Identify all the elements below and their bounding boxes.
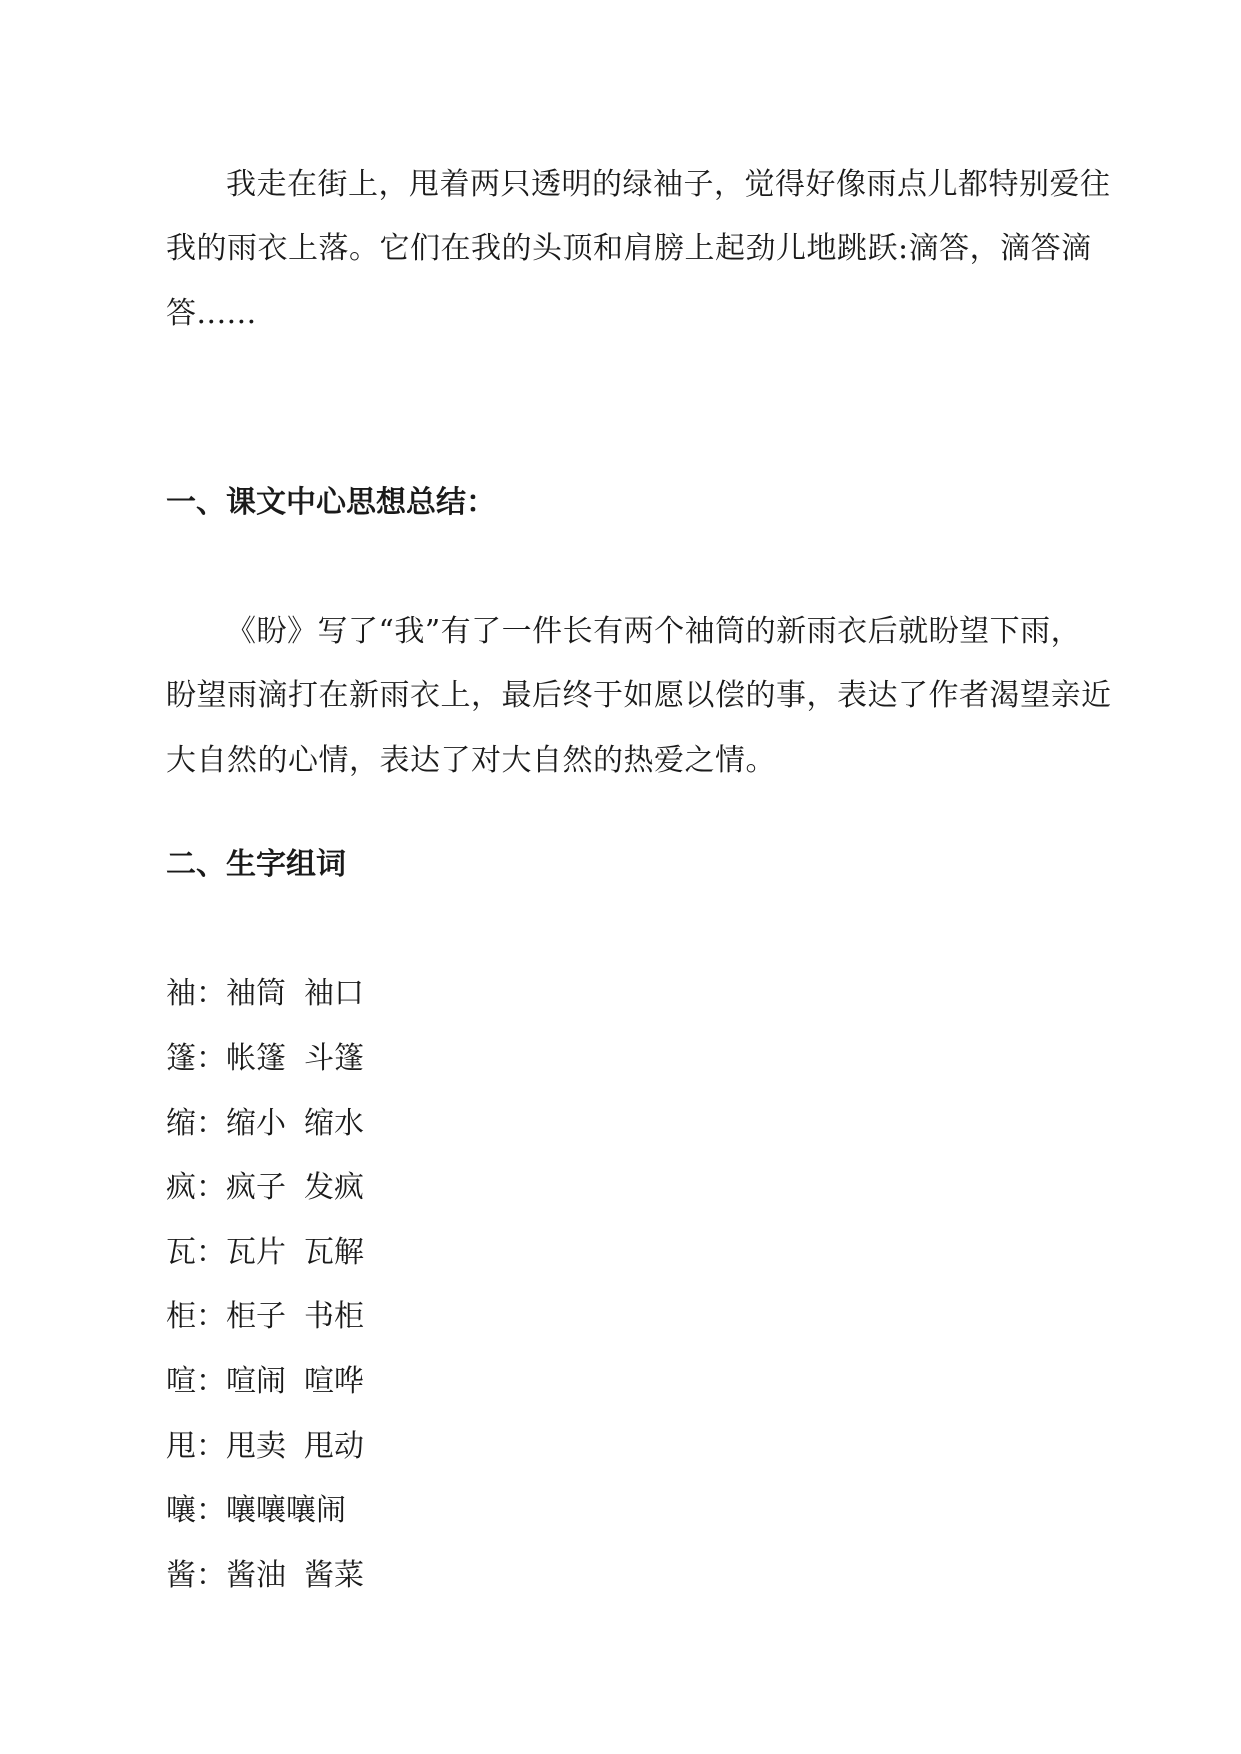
intro-line-3: 答...... <box>166 296 257 331</box>
intro-line-2: 我的雨衣上落。它们在我的头顶和肩膀上起劲儿地跳跃:滴答，滴答滴 <box>166 231 1092 266</box>
vocab-word-2: 酱菜 <box>304 1558 364 1593</box>
vocab-char: 袖 <box>166 976 196 1011</box>
vocab-item: 喧：喧闹 喧哗 <box>166 1364 364 1399</box>
section-heading-summary: 一、课文中心思想总结： <box>166 485 496 520</box>
section-heading-vocabulary: 二、生字组词 <box>166 847 346 882</box>
vocab-word-1: 疯子 <box>226 1170 286 1205</box>
vocab-word-1: 缩小 <box>226 1106 286 1141</box>
vocab-char: 嚷 <box>166 1493 196 1528</box>
vocab-item: 袖：袖筒 袖口 <box>166 976 364 1011</box>
vocab-char: 缩 <box>166 1106 196 1141</box>
vocab-item: 酱：酱油 酱菜 <box>166 1558 364 1593</box>
vocab-word-2: 瓦解 <box>304 1235 364 1270</box>
vocab-item: 疯：疯子 发疯 <box>166 1170 364 1205</box>
vocab-char: 疯 <box>166 1170 196 1205</box>
vocab-item: 甩：甩卖 甩动 <box>166 1429 364 1464</box>
intro-line-1: 我走在街上，甩着两只透明的绿袖子，觉得好像雨点儿都特别爱往 <box>226 167 1111 202</box>
vocab-word-1: 帐篷 <box>226 1041 286 1076</box>
vocab-item: 柜：柜子 书柜 <box>166 1299 364 1334</box>
vocab-item: 瓦：瓦片 瓦解 <box>166 1235 364 1270</box>
vocab-char: 篷 <box>166 1041 196 1076</box>
vocab-word-2: 发疯 <box>304 1170 364 1205</box>
summary-line-2: 盼望雨滴打在新雨衣上，最后终于如愿以偿的事，表达了作者渴望亲近 <box>166 678 1112 713</box>
vocab-word-2: 缩水 <box>304 1106 364 1141</box>
vocab-word-1: 嚷嚷嚷闹 <box>226 1493 346 1528</box>
vocab-char: 酱 <box>166 1558 196 1593</box>
vocab-word-1: 柜子 <box>226 1299 286 1334</box>
vocab-word-1: 甩卖 <box>226 1429 286 1464</box>
vocab-item: 嚷：嚷嚷嚷闹 <box>166 1493 346 1528</box>
vocab-word-2: 书柜 <box>304 1299 364 1334</box>
summary-line-1: 《盼》写了“我”有了一件长有两个袖筒的新雨衣后就盼望下雨， <box>226 614 1082 649</box>
vocab-word-1: 袖筒 <box>226 976 286 1011</box>
vocab-word-1: 瓦片 <box>226 1235 286 1270</box>
vocab-word-2: 袖口 <box>304 976 364 1011</box>
vocab-word-1: 酱油 <box>226 1558 286 1593</box>
vocab-word-2: 斗篷 <box>304 1041 364 1076</box>
vocab-char: 柜 <box>166 1299 196 1334</box>
vocab-item: 缩：缩小 缩水 <box>166 1106 364 1141</box>
vocab-char: 甩 <box>166 1429 196 1464</box>
summary-line-3: 大自然的心情，表达了对大自然的热爱之情。 <box>166 743 776 778</box>
vocab-item: 篷：帐篷 斗篷 <box>166 1041 364 1076</box>
vocab-word-2: 喧哗 <box>304 1364 364 1399</box>
vocab-word-2: 甩动 <box>304 1429 364 1464</box>
vocab-char: 喧 <box>166 1364 196 1399</box>
vocab-char: 瓦 <box>166 1235 196 1270</box>
vocab-word-1: 喧闹 <box>226 1364 286 1399</box>
